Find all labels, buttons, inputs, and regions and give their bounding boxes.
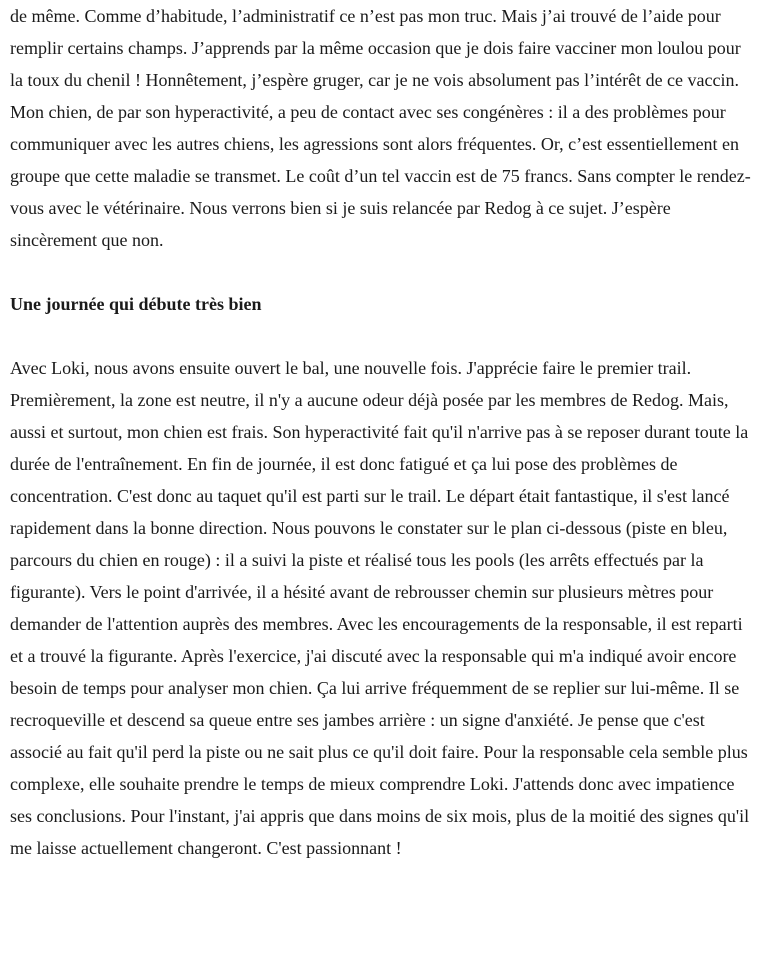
paragraph-trail: Avec Loki, nous avons ensuite ouvert le bal, une nouvelle fois. J'apprécie faire le premier trail. Premièrement, la zone est neutre, il n'y a aucune odeur déjà posée par les membres de Redog. Mais, aussi et surtout, mon chien est frais. Son hyperactivité fait qu'il n'arrive pas à se reposer durant toute la durée de l'entraînement. En fin de journée, il est donc fatigué et ça lui pose des problèmes de concentration. C'est donc au taquet qu'il est parti sur le trail. Le départ était fantastique, il s'est lancé rapidement dans la bonne direction. Nous pouvons le constater sur le plan ci-dessous (piste en bleu, parcours du chien en rouge) : il a suivi la piste et réalisé tous les pools (les arrêts effectués par la figurante). Vers le point d'arrivée, il a hésité avant de rebrousser chemin sur plusieurs mètres pour demander de l'attention auprès des membres. Avec les encouragements de la responsable, il est reparti et a trouvé la figurante. Après l'exercice, j'ai discuté avec la responsable qui m'a indiqué avoir encore besoin de temps pour analyser mon chien. Ça lui arrive fréquemment de se replier sur lui-même. Il se recroqueville et descend sa queue entre ses jambes arrière : un signe d'anxiété. Je pense que c'est associé au fait qu'il perd la piste ou ne sait plus ce qu'il doit faire. Pour la responsable cela semble plus complexe, elle souhaite prendre le temps de mieux comprendre Loki. J'attends donc avec impatience ses conclusions. Pour l'instant, j'ai appris que dans moins de six mois, plus de la moitié des signes qu'il me laisse actuellement changeront. C'est passionnant ! <box>10 358 750 858</box>
section-heading: Une journée qui débute très bien <box>10 294 262 314</box>
article-body <box>10 0 757 864</box>
paragraph-vaccine: de même. Comme d’habitude, l’administratif ce n’est pas mon truc. Mais j’ai trouvé de l’aide pour remplir certains champs. J’apprends par la même occasion que je dois faire vacciner mon loulou pour la toux du chenil ! Honnêtement, j’espère gruger, car je ne vois absolument pas l’intérêt de ce vaccin. Mon chien, de par son hyperactivité, a peu de contact avec ses congénères : il a des problèmes pour communiquer avec les autres chiens, les agressions sont alors fréquentes. Or, c’est essentiellement en groupe que cette maladie se transmet. Le coût d’un tel vaccin est de 75 francs. Sans compter le rendez-vous avec le vétérinaire. Nous verrons bien si je suis relancée par Redog à ce sujet. J’espère sincèrement que non. <box>10 6 751 250</box>
